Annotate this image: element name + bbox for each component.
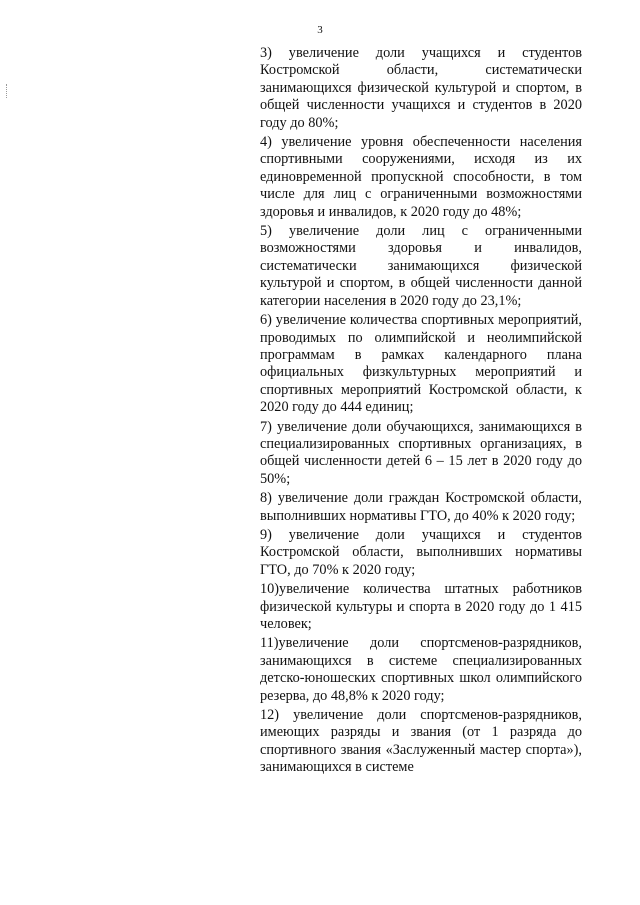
list-item-10: 10)увеличение количества штатных работников физической культуры и спорта в 2020 году до 1 415 человек; <box>260 581 582 632</box>
list-item-12: 12) увеличение доли спортсменов-разрядников, имеющих разряды и звания (от 1 разряда до спортивного звания «Заслуженный мастер спорта»), занимающихся в системе <box>260 707 582 776</box>
page-number: 3 <box>317 24 323 36</box>
list-item-5: 5) увеличение доли лиц с ограниченными возможностями здоровья и инвалидов, систематически занимающихся физической культурой и спортом, в общей численности данной категории населения в 2020 году до 23,1%; <box>260 223 582 309</box>
list-item-7: 7) увеличение доли обучающихся, занимающихся в специализированных спортивных организациях, в общей численности детей 6 – 15 лет в 2020 году до 50%; <box>260 418 582 487</box>
margin-mark <box>6 84 8 98</box>
list-item-11: 11)увеличение доли спортсменов-разрядников, занимающихся в системе специализированных детско-юношеских спортивных школ олимпийского резерва, до 48,8% к 2020 году; <box>260 635 582 704</box>
list-item-3: 3) увеличение доли учащихся и студентов Костромской области, систематически занимающихся физической культурой и спортом, в общей численности учащихся и студентов в 2020 году до 80%; <box>260 45 582 131</box>
list-item-9: 9) увеличение доли учащихся и студентов Костромской области, выполнивших нормативы ГТО, до 70% к 2020 году; <box>260 526 582 578</box>
list-item-6: 6) увеличение количества спортивных мероприятий, проводимых по олимпийской и неолимпийской программам в рамках календарного плана официальных физкультурных мероприятий и спортивных мероприятий Костромской области, к 2020 году до 444 единиц; <box>260 312 582 416</box>
list-item-8: 8) увеличение доли граждан Костромской области, выполнивших нормативы ГТО, до 40% к 2020 году; <box>260 490 582 524</box>
document-body <box>260 45 582 779</box>
list-item-4: 4) увеличение уровня обеспеченности населения спортивными сооружениями, исходя из их единовременной пропускной способности, в том числе для лиц с ограниченными возможностями здоровья и инвалидов, к 2020 году до 48%; <box>260 134 582 220</box>
